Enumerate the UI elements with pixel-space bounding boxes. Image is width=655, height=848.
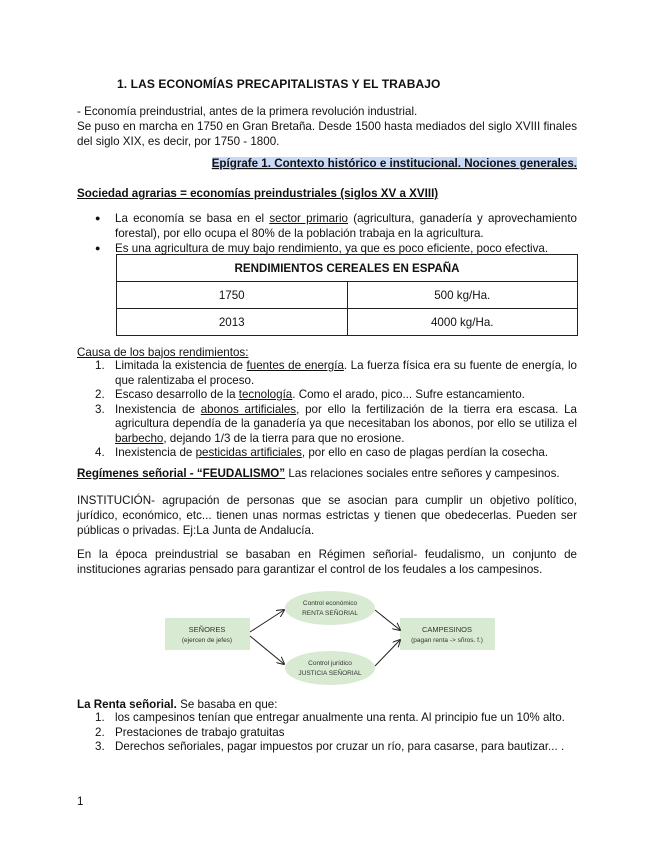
list-item	[77, 740, 577, 755]
item-text: Escaso desarrollo de la	[115, 388, 239, 401]
list-number: 1.	[95, 711, 105, 724]
epigrafe-text: Epígrafe 1. Contexto histórico e institucional. Nociones generales.	[211, 157, 577, 170]
arrow-justicia-campesinos	[375, 640, 400, 666]
campesinos-title: CAMPESINOS	[421, 625, 473, 634]
arrow-senores-justicia	[250, 636, 284, 664]
item-text: los campesinos tenían que entregar anualmente una renta. Al principio fue un 10% alto.	[115, 711, 565, 724]
list-item	[77, 726, 577, 741]
justicia-line-2: JUSTICIA SEÑORIAL	[298, 670, 362, 677]
renta-ellipse	[285, 591, 375, 625]
table-cell-value: 4000 kg/Ha.	[347, 309, 578, 336]
causas-heading: Causa de los bajos rendimientos:	[77, 346, 249, 359]
senores-sub: (ejercen de jefes)	[181, 637, 233, 644]
list-number: 1.	[95, 359, 105, 372]
table-header: RENDIMIENTOS CEREALES EN ESPAÑA	[117, 255, 578, 282]
bullet-text: Es una agricultura de muy bajo rendimiento, ya que es poco eficiente, poco efectiva.	[115, 242, 549, 255]
list-number: 2.	[95, 388, 105, 401]
item-underlined: tecnología	[238, 388, 293, 401]
regimenes-heading: Regímenes señorial - “FEUDALISMO”	[77, 467, 286, 480]
renta-paragraph	[77, 697, 577, 712]
list-item	[77, 446, 577, 461]
rendimientos-table	[116, 254, 578, 336]
table-cell-value: 500 kg/Ha.	[347, 282, 578, 309]
renta-line-2: RENTA SEÑORIAL	[302, 610, 358, 617]
list-number: 4.	[95, 446, 105, 459]
item-underlined: pesticidas artificiales	[195, 446, 302, 459]
renta-heading: La Renta señorial.	[77, 698, 177, 711]
table-row	[117, 282, 578, 309]
epigrafe-heading	[77, 157, 577, 170]
item-text: Derechos señoriales, pagar impuestos por cruzar un río, para casarse, para bautizar... .	[115, 740, 565, 753]
senores-box	[165, 618, 250, 650]
campesinos-sub: (pagan renta -> sñros. f.)	[411, 637, 483, 644]
table-cell-year: 2013	[117, 309, 348, 336]
epoca-paragraph: En la época preindustrial se basaban en Régimen señorial- feudalismo, un conjunto de instituciones agrarias pensado para garantizar el control de los feudales a los campesinos.	[77, 548, 577, 576]
arrow-senores-renta	[250, 610, 284, 632]
item-text: , por ello en caso de plagas perdían la cosecha.	[301, 446, 549, 459]
list-item	[77, 711, 577, 726]
item-text: . Como el arado, pico... Sufre estancamiento.	[292, 388, 525, 401]
renta-list	[77, 711, 577, 755]
list-item	[77, 211, 577, 241]
item-text: Inexistencia de	[115, 402, 201, 416]
table-row	[117, 309, 578, 336]
regimenes-text: Las relaciones sociales entre señores y campesinos.	[285, 467, 560, 480]
sector-primario-link: sector primario	[269, 212, 348, 225]
page-number: 1	[77, 795, 84, 808]
arrow-renta-campesinos	[375, 610, 400, 630]
causas-list	[77, 359, 577, 461]
bullet-text: (agricultura, ganadería y aprovechamiento forestal), por ello ocupa el 80% de la población trabaja en la agricultura.	[115, 212, 577, 240]
renta-line-1: Control económico	[302, 600, 358, 607]
sociedad-heading: Sociedad agrarias = economías preindustriales (siglos XV a XVIII)	[77, 187, 439, 200]
page-title: 1. LAS ECONOMÍAS PRECAPITALISTAS Y EL TRABAJO	[117, 77, 441, 91]
feudalismo-diagram	[160, 590, 500, 690]
regimenes-paragraph	[77, 466, 577, 481]
list-number: 3.	[95, 402, 105, 416]
bullet-list	[77, 211, 577, 256]
list-item	[77, 403, 577, 447]
justicia-line-1: Control jurídico	[308, 660, 352, 667]
renta-text: Se basaba en que:	[176, 698, 278, 711]
item-underlined: barbecho	[115, 431, 164, 445]
list-number: 3.	[95, 740, 105, 753]
item-text: Prestaciones de trabajo gratuitas	[115, 725, 285, 739]
item-underlined: fuentes de energía	[246, 359, 344, 372]
item-text: Limitada la existencia de	[115, 359, 247, 372]
list-number: 2.	[95, 725, 105, 739]
campesinos-box	[400, 618, 495, 650]
item-text: , dejando 1/3 de la tierra para que no erosione.	[163, 431, 405, 445]
intro-line-1: - Economía preindustrial, antes de la primera revolución industrial.	[77, 105, 418, 118]
justicia-ellipse	[285, 651, 375, 685]
table-cell-year: 1750	[117, 282, 348, 309]
list-item	[77, 388, 577, 403]
item-text: Inexistencia de	[115, 446, 196, 459]
item-underlined: abonos artificiales	[200, 402, 297, 416]
institucion-paragraph: INSTITUCIÓN- agrupación de personas que se asocian para cumplir un objetivo político, jurídico, económico, etc... tienen unas normas estrictas y tienen que obedecerlas. Pueden ser públicas o privadas. Ej:La Junta de Andalucía.	[77, 494, 577, 537]
item-text: . La fuerza física era su fuente de energía, lo que ralentizaba el proceso.	[115, 359, 577, 387]
list-item	[77, 359, 577, 388]
bullet-text: La economía se basa en el	[115, 212, 270, 225]
senores-title: SEÑORES	[188, 625, 226, 634]
intro-line-2: Se puso en marcha en 1750 en Gran Bretaña. Desde 1500 hasta mediados del siglo XVIII finales del siglo XIX, es decir, por 1750 - 1800.	[77, 120, 577, 148]
item-text: , por ello la fertilización de la tierra era escasa. La agricultura dependía de la ganadería ya que necesitaban los abonos, por ello se utiliza el	[115, 402, 577, 430]
